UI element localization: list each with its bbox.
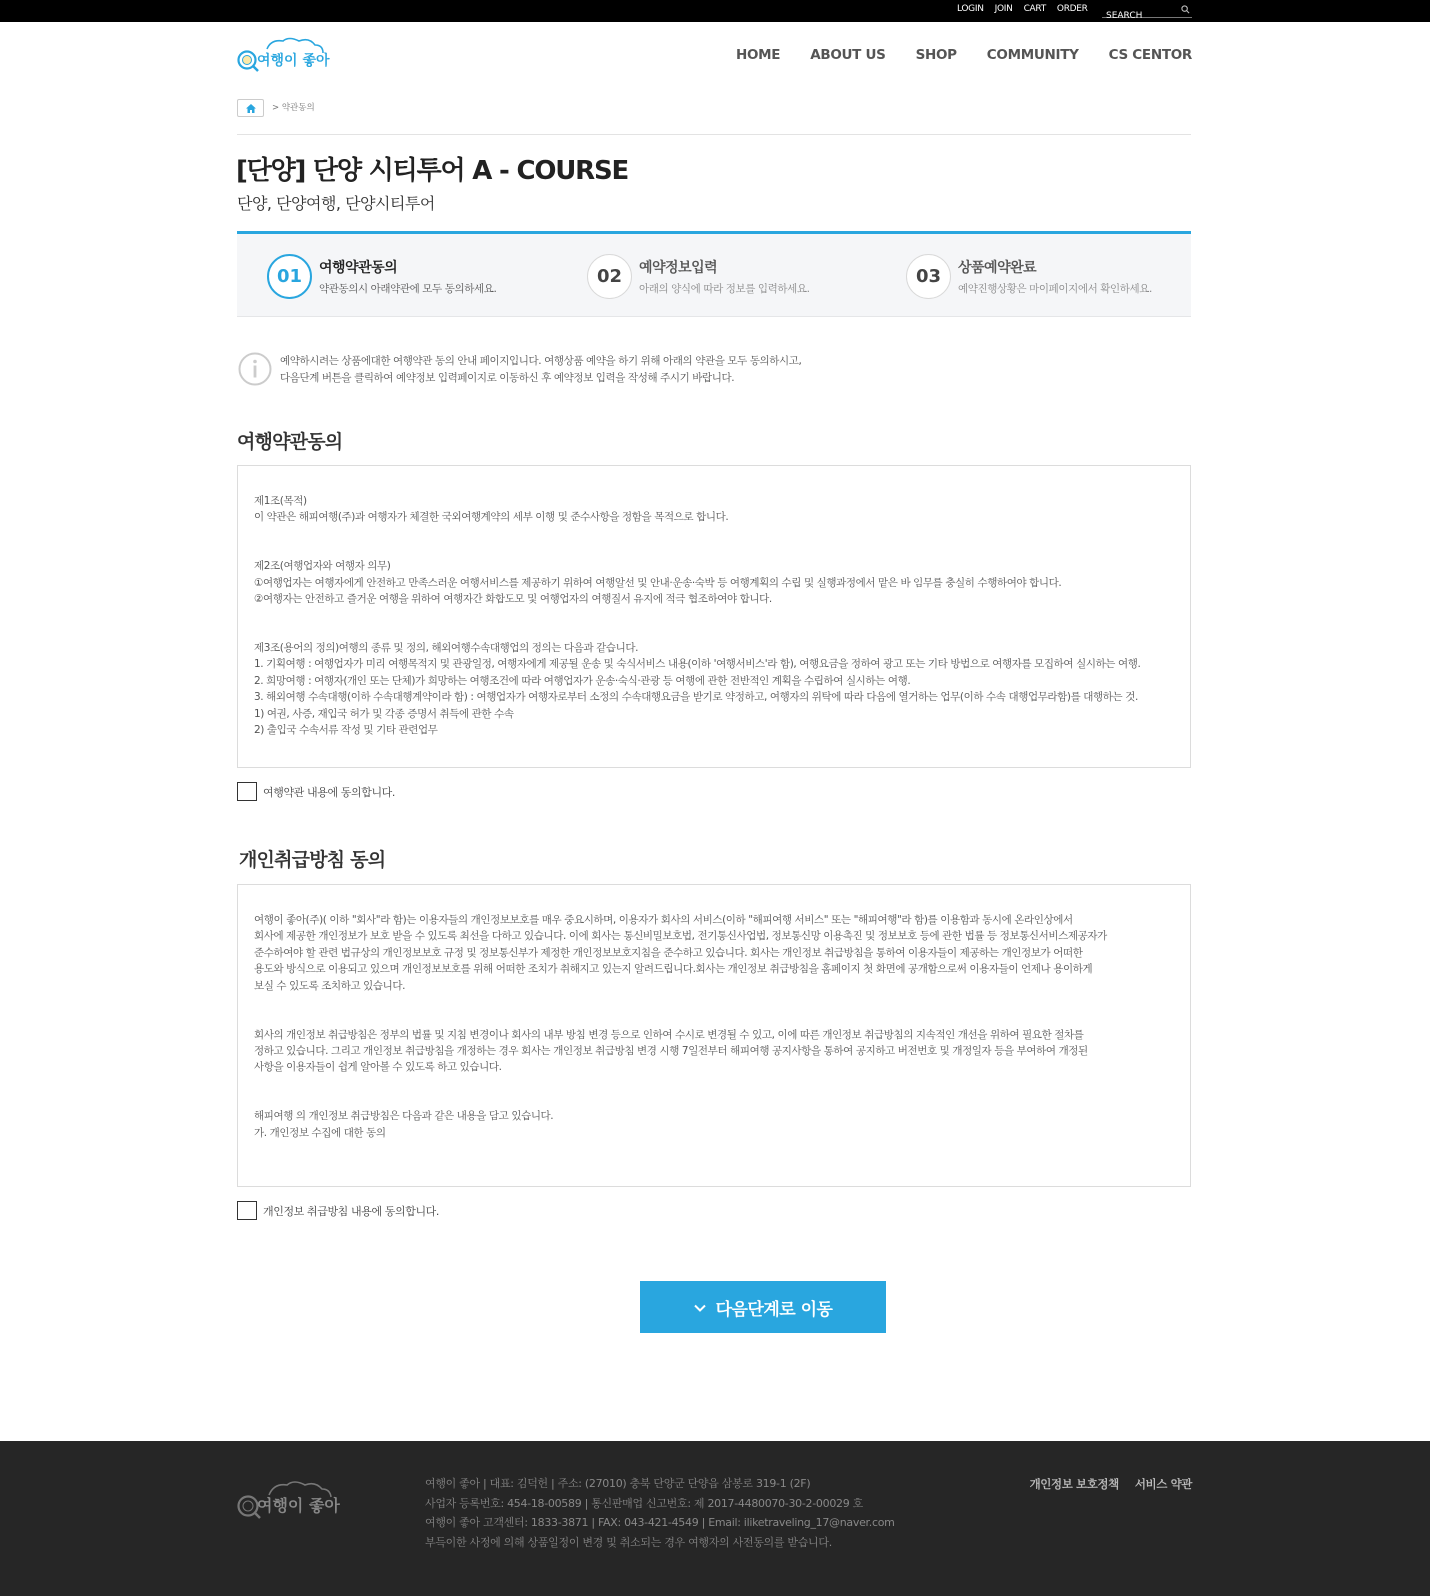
terms-paragraph [254,912,1174,994]
login-link[interactable]: LOGIN [957,4,984,14]
step-desc: 아래의 양식에 따라 정보를 입력하세요. [639,283,810,295]
terms-paragraph [254,558,1174,607]
notice-line: 다음단계 버튼을 클릭하여 예약정보 입력페이지로 이동하신 후 예약정보 입력을 작성해 주시기 바랍니다. [280,372,735,384]
breadcrumb-home-button[interactable] [237,99,264,117]
terms-line: ②여행자는 안전하고 즐거운 여행을 위하여 여행자간 화합도모 및 여행업자의 여행질서 유지에 적극 협조하여야 합니다. [254,593,772,606]
top-links [957,4,1088,14]
step-title: 여행약관동의 [319,260,398,276]
nav-community[interactable]: COMMUNITY [986,47,1079,63]
product-title: [단양] 단양 시티투어 A - COURSE [236,156,629,186]
terms-line: 회사의 개인정보 취급방침은 정부의 법률 및 지침 변경이나 회사의 내부 방침 변경 등으로 인하여 수시로 변경될 수 있고, 이에 따른 개인정보 취급방침의 지속적인 개선을 위하여 필요한 절차를 [254,1028,1084,1041]
notice-line: 예약하시려는 상품에대한 여행약관 동의 안내 페이지입니다. 여행상품 예약을 하기 위해 아래의 약관을 모두 동의하시고, [280,355,802,367]
product-tags: 단양, 단양여행, 단양시티투어 [237,194,435,213]
terms-line: 제2조(여행업자와 여행자 의무) [254,560,391,573]
terms-paragraph [254,1027,1174,1076]
next-step-button[interactable] [640,1281,886,1333]
terms-line: 사항을 이용자들이 쉽게 알아볼 수 있도록 하고 있습니다. [254,1061,502,1074]
terms-line: 제3조(용어의 정의)여행의 종류 및 정의, 해외여행수속대행업의 정의는 다음과 같습니다. [254,642,639,655]
privacy-terms-heading: 개인취급방침 동의 [239,849,386,871]
search-icon[interactable] [1181,5,1190,14]
nav-home[interactable]: HOME [735,47,781,63]
privacy-terms-agree [237,1201,439,1220]
terms-line: 용도와 방식으로 이용되고 있으며 개인정보보호를 위해 어떠한 조치가 취해지고 있는지 알려드립니다.회사는 개인정보 취급방침을 홈페이지 첫 화면에 공개함으로써 이용자들이 언제나 용이하게 [254,963,1093,976]
travel-terms-checkbox[interactable] [237,782,257,801]
nav-cs-center[interactable]: CS CENTOR [1108,47,1192,63]
terms-line: 해피여행 의 개인정보 취급방침은 다음과 같은 내용을 담고 있습니다. [254,1110,554,1123]
main-nav [736,47,1192,63]
privacy-terms-agree-label: 개인정보 취급방침 내용에 동의합니다. [263,1204,440,1218]
info-icon [238,352,272,386]
svg-text:여행이 좋아: 여행이 좋아 [257,1496,340,1515]
step-title: 예약정보입력 [639,260,718,276]
terms-paragraph [254,640,1174,738]
travel-terms-agree [237,782,395,801]
top-bar [0,0,1430,22]
terms-paragraph [254,493,1174,526]
terms-line: 제1조(목적) [254,495,307,507]
service-terms-link[interactable]: 서비스 약관 [1134,1477,1192,1491]
terms-line: 1. 기획여행 : 여행업자가 미리 여행목적지 및 관광일정, 여행자에게 제공될 운송 및 숙식서비스 내용(이하 '여행서비스'라 함), 여행요금을 정하여 광고 또는 기타 방법으로 여행자를 모집하여 실시하는 여행. [254,658,1141,671]
cart-link[interactable]: CART [1023,4,1046,14]
terms-line: 2) 출입국 수속서류 작성 및 기타 관련업무 [254,724,438,737]
travel-terms-heading: 여행약관동의 [237,431,343,453]
nav-about-us[interactable]: ABOUT US [810,47,886,63]
footer-info [425,1474,895,1552]
step-2 [587,254,810,299]
search-input[interactable] [1102,9,1174,23]
terms-line: 여행이 좋아(주)( 이하 "회사"라 함)는 이용자들의 개인정보보호를 매우 중요시하며, 이용자가 회사의 서비스(이하 "해피여행 서비스" 또는 "해피여행"라 함)를 이용함과 동시에 온라인상에서 [254,914,1073,926]
breadcrumb-current: > 약관동의 [272,103,315,113]
step-title: 상품예약완료 [958,260,1037,276]
check-icon [694,1302,706,1312]
svg-text:여행이 좋아: 여행이 좋아 [257,53,330,69]
step-number: 01 [267,254,312,299]
footer-info-line: 부득이한 사정에 의해 상품일정이 변경 및 취소되는 경우 여행자의 사전동의를 받습니다. [425,1535,832,1549]
notice-text [280,353,801,387]
booking-steps [237,231,1191,317]
footer-logo[interactable] [237,1477,357,1525]
search-box [1102,3,1192,18]
terms-line: 3. 해외여행 수속대행(이하 수속대행계약이라 함) : 여행업자가 여행자로부터 소정의 수속대행요금을 받기로 약정하고, 여행자의 위탁에 따라 다음에 열거하는 업무(이하 수속 대행업무라함)를 대행하는 것. [254,691,1138,704]
divider [237,134,1191,135]
terms-line: 2. 희망여행 : 여행자(개인 또는 단체)가 희망하는 여행조건에 따라 여행업자가 운송·숙식·관광 등 여행에 관한 전반적인 계획을 수립하여 실시하는 여행. [254,674,911,687]
step-1 [267,254,496,299]
footer-info-line: 여행이 좋아 고객센터: 1833-3871 | FAX: 043-421-4549 | Email: iliketraveling_17@naver.com [425,1516,895,1530]
footer-info-line: 사업자 등록번호: 454-18-00589 | 통신판매업 신고번호: 제 2017-4480070-30-2-00029 호 [425,1496,863,1510]
terms-paragraph [254,1108,1174,1141]
terms-line: 가. 개인정보 수집에 대한 동의 [254,1126,386,1139]
privacy-terms-checkbox[interactable] [237,1201,257,1220]
terms-line: 정하고 있습니다. 그리고 개인정보 취급방침을 개정하는 경우 회사는 개인정보 취급방침 변경 시행 7일전부터 해피여행 공지사항을 통하여 공지하고 버전번호 및 개정일자 등을 부여하여 개정된 [254,1044,1088,1057]
terms-line: 이 약관은 해피여행(주)과 여행자가 체결한 국외여행계약의 세부 이행 및 준수사항을 정함을 목적으로 합니다. [254,511,729,524]
terms-line: 회사에 제공한 개인정보가 보호 받을 수 있도록 최선을 다하고 있습니다. 이에 회사는 통신비밀보호법, 전기통신사업법, 정보통신망 이용촉진 및 정보보호 등에 관한 법률 등 정보통신서비스제공자가 [254,930,1107,943]
step-number: 03 [906,254,951,299]
terms-line: 1) 여권, 사증, 재입국 허가 및 각종 증명서 취득에 관한 수속 [254,707,514,720]
terms-line: 보실 수 있도록 조치하고 있습니다. [254,979,406,992]
step-desc: 약관동의시 아래약관에 모두 동의하세요. [319,283,497,295]
travel-terms-agree-label: 여행약관 내용에 동의합니다. [263,785,396,799]
site-logo[interactable] [237,37,337,77]
privacy-policy-link[interactable]: 개인정보 보호정책 [1029,1477,1119,1491]
footer-links [1030,1476,1192,1492]
terms-line: ①여행업자는 여행자에게 안전하고 만족스러운 여행서비스를 제공하기 위하여 여행알선 및 안내·운송·숙박 등 여행계획의 수립 및 실행과정에서 맡은 바 임무를 충실히 수행하여야 합니다. [254,576,1062,589]
nav-shop[interactable]: SHOP [915,47,957,63]
next-step-label: 다음단계로 이동 [715,1299,833,1320]
home-icon [246,104,256,113]
join-link[interactable]: JOIN [994,4,1013,14]
privacy-terms-box[interactable] [237,884,1191,1187]
footer-logo-icon [237,1477,357,1525]
terms-line: 준수하여야 할 관련 법규상의 개인정보보호 규정 및 정보통신부가 제정한 개인정보보호지침을 준수하고 있습니다. 회사는 개인정보 취급방침을 통하여 이용자들이 제공하는 개인정보가 어떠한 [254,946,1083,959]
logo-icon [237,37,337,77]
order-link[interactable]: ORDER [1056,4,1088,14]
footer-info-line: 여행이 좋아 | 대표: 김덕헌 | 주소: (27010) 충북 단양군 단양읍 삼봉로 319-1 (2F) [425,1477,811,1490]
step-3 [906,254,1152,299]
travel-terms-box[interactable] [237,465,1191,768]
step-number: 02 [587,254,632,299]
step-desc: 예약진행상황은 마이페이지에서 확인하세요. [958,283,1152,295]
footer [0,1441,1430,1596]
